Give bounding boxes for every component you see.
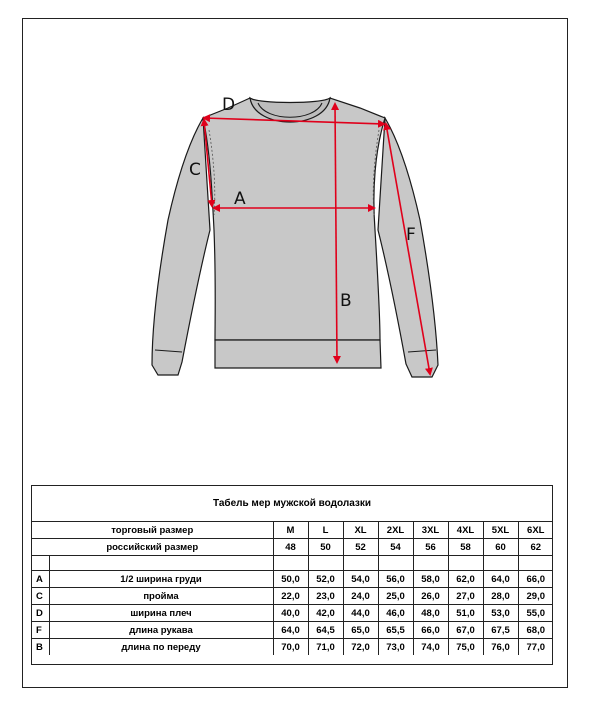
empty-cell [49,556,273,571]
size-cell: 3XL [413,522,448,539]
ru-size-cell: 50 [308,539,343,556]
measure-value: 64,5 [308,622,343,639]
measure-value: 72,0 [343,639,378,656]
measure-value: 54,0 [343,571,378,588]
size-cell: XL [343,522,378,539]
measure-value: 65,5 [378,622,413,639]
measure-name: длина по переду [49,639,273,656]
measure-value: 44,0 [343,605,378,622]
measure-value: 26,0 [413,588,448,605]
measure-key: B [32,639,49,656]
measure-value: 66,0 [413,622,448,639]
ru-size-cell: 62 [518,539,553,556]
table-row [32,588,553,605]
measure-value: 68,0 [518,622,553,639]
label-a: A [234,189,246,209]
ru-size-cell: 52 [343,539,378,556]
measure-value: 52,0 [308,571,343,588]
ru-size-cell: 60 [483,539,518,556]
measure-name: пройма [49,588,273,605]
size-cell: 2XL [378,522,413,539]
empty-cell [448,556,483,571]
measure-value: 53,0 [483,605,518,622]
measure-value: 67,5 [483,622,518,639]
size-table [32,522,553,655]
measure-key: A [32,571,49,588]
empty-cell [273,556,308,571]
measure-value: 66,0 [518,571,553,588]
size-cell: 4XL [448,522,483,539]
ru-size-cell: 56 [413,539,448,556]
label-b: B [340,291,352,311]
measure-value: 23,0 [308,588,343,605]
measure-value: 28,0 [483,588,518,605]
measure-name: 1/2 ширина груди [49,571,273,588]
empty-cell [308,556,343,571]
measure-value: 67,0 [448,622,483,639]
empty-cell [413,556,448,571]
measure-value: 75,0 [448,639,483,656]
measure-value: 62,0 [448,571,483,588]
measure-value: 58,0 [413,571,448,588]
ru-size-cell: 54 [378,539,413,556]
measure-value: 29,0 [518,588,553,605]
label-c: C [189,160,201,180]
waistband [215,340,381,368]
measure-value: 76,0 [483,639,518,656]
measure-value: 22,0 [273,588,308,605]
measure-value: 71,0 [308,639,343,656]
measure-value: 25,0 [378,588,413,605]
ru-size-cell: 58 [448,539,483,556]
measure-value: 73,0 [378,639,413,656]
measure-value: 24,0 [343,588,378,605]
sweater-body [203,98,385,340]
size-chart [31,485,553,665]
ru-size-cell: 48 [273,539,308,556]
measure-value: 46,0 [378,605,413,622]
measure-value: 56,0 [378,571,413,588]
left-sleeve [152,118,210,375]
empty-cell [32,556,49,571]
spacer-row [32,556,553,571]
measure-value: 55,0 [518,605,553,622]
measure-value: 74,0 [413,639,448,656]
measure-value: 50,0 [273,571,308,588]
measure-key: F [32,622,49,639]
measure-name: ширина плеч [49,605,273,622]
size-cell: M [273,522,308,539]
measure-key: C [32,588,49,605]
measure-value: 51,0 [448,605,483,622]
measure-value: 40,0 [273,605,308,622]
empty-cell [483,556,518,571]
measure-value: 48,0 [413,605,448,622]
measure-key: D [32,605,49,622]
measure-value: 64,0 [273,622,308,639]
measure-value: 65,0 [343,622,378,639]
size-chart-title: Табель мер мужской водолазки [32,486,552,522]
ru-size-label: российский размер [32,539,273,556]
empty-cell [518,556,553,571]
size-cell: 6XL [518,522,553,539]
table-row [32,605,553,622]
size-cell: 5XL [483,522,518,539]
label-f: F [406,225,416,245]
measure-value: 64,0 [483,571,518,588]
empty-cell [378,556,413,571]
table-row [32,622,553,639]
trade-size-row [32,522,553,539]
measure-value: 42,0 [308,605,343,622]
ru-size-row [32,539,553,556]
measure-value: 77,0 [518,639,553,656]
table-row [32,639,553,656]
empty-cell [343,556,378,571]
measure-value: 70,0 [273,639,308,656]
label-d: D [222,95,236,115]
measure-value: 27,0 [448,588,483,605]
size-cell: L [308,522,343,539]
table-row [32,571,553,588]
measure-name: длина рукава [49,622,273,639]
trade-size-label: торговый размер [32,522,273,539]
